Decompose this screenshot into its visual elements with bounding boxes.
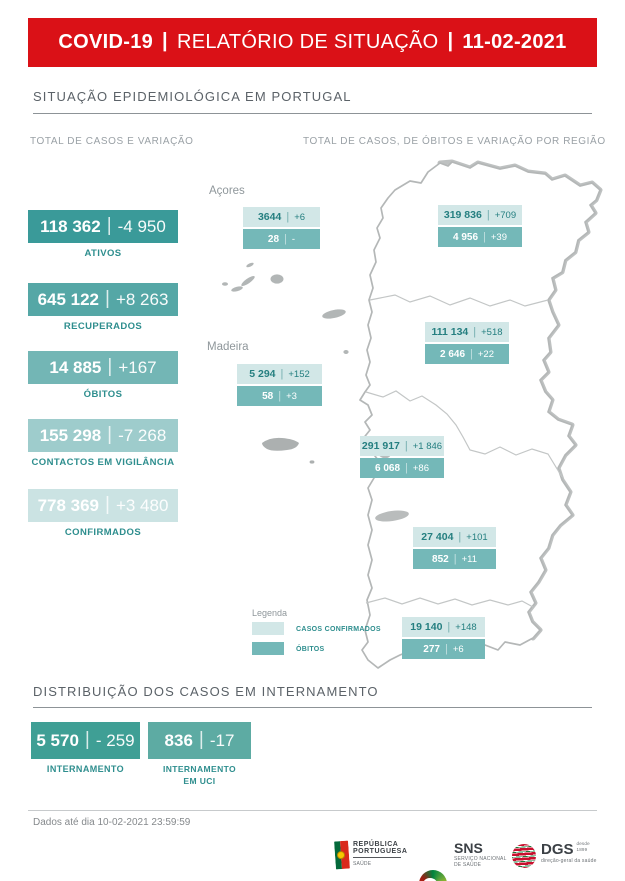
section-rule-2: [33, 707, 592, 708]
pipe-icon: |: [105, 287, 110, 309]
region-deaths-norte: [438, 227, 522, 247]
stat-box-obitos: [28, 351, 178, 384]
legend-swatch-deaths: [252, 642, 284, 655]
deaths-value: 6 068: [374, 462, 401, 474]
region-cases-algarve: [402, 617, 485, 637]
pipe-icon: |: [470, 348, 473, 360]
cases-variation: +518: [481, 326, 503, 338]
internamento-uci-variation: -17: [209, 730, 235, 750]
region-cases-centro: [425, 322, 509, 342]
deaths-value: 2 646: [439, 348, 466, 360]
deaths-value: 852: [432, 553, 449, 565]
pipe-icon: |: [404, 440, 408, 452]
ativos-value: 118 362: [40, 216, 101, 236]
stat-box-internamento-uci: [148, 722, 251, 759]
deaths-variation: +3: [286, 390, 297, 402]
region-deaths-acores: [243, 229, 320, 249]
deaths-value: 277: [423, 643, 440, 655]
dgs-since-line1: desde: [576, 841, 590, 846]
pipe-icon: |: [473, 326, 477, 338]
cases-variation: +1 846: [412, 440, 443, 452]
pipe-icon: |: [278, 390, 282, 402]
sns-logo: [454, 840, 507, 868]
banner-separator-2: |: [447, 30, 454, 52]
pipe-icon: |: [483, 231, 486, 243]
cases-value: 27 404: [421, 531, 454, 543]
pipe-icon: |: [105, 493, 110, 515]
cases-variation: +709: [494, 209, 517, 221]
section-title-hospital: DISTRIBUIÇÃO DOS CASOS EM INTERNAMENTO: [33, 684, 379, 699]
region-deaths-lvt: [360, 458, 444, 478]
recuperados-label: RECUPERADOS: [63, 321, 143, 332]
sns-logo-icon: [419, 870, 447, 881]
pipe-icon: |: [84, 728, 90, 750]
deaths-variation: +22: [477, 348, 494, 360]
confirmados-value: 778 369: [37, 495, 100, 515]
dgs-logo: [541, 841, 597, 864]
republica-underline: [353, 857, 401, 858]
cases-value: 19 140: [410, 621, 443, 633]
dgs-logo-icon: [512, 844, 536, 868]
ativos-label: ATIVOS: [84, 248, 122, 259]
pipe-icon: |: [405, 462, 408, 474]
region-name-acores: Açores: [209, 185, 245, 197]
confirmados-variation: +3 480: [115, 495, 169, 515]
dgs-title: DGS: [541, 841, 574, 858]
deaths-variation: -: [291, 233, 296, 245]
regions-heading: TOTAL DE CASOS, DE ÓBITOS E VARIAÇÃO POR REGIÃO: [303, 136, 606, 147]
report-banner: [28, 18, 597, 67]
pipe-icon: |: [447, 621, 451, 633]
pipe-icon: |: [107, 355, 113, 377]
obitos-value: 14 885: [49, 357, 102, 377]
footer-data-note: Dados até dia 10-02-2021 23:59:59: [33, 817, 191, 828]
republica-portuguesa-flag-icon: [334, 841, 350, 870]
cases-value: 5 294: [249, 368, 276, 380]
sns-sub-line2: DE SAÚDE: [454, 862, 482, 868]
pipe-icon: |: [107, 423, 113, 445]
cases-value: 291 917: [361, 440, 400, 452]
obitos-variation: +167: [118, 357, 157, 377]
deaths-variation: +11: [461, 553, 477, 565]
region-name-madeira: Madeira: [207, 341, 249, 353]
region-deaths-alentejo: [413, 549, 496, 569]
cases-variation: +101: [466, 531, 488, 543]
madeira-islands: [262, 438, 314, 464]
banner-app-title: COVID-19: [58, 31, 154, 53]
totals-heading: TOTAL DE CASOS E VARIAÇÃO: [30, 136, 194, 147]
dgs-sub: direção-geral da saúde: [541, 858, 597, 864]
pipe-icon: |: [286, 211, 290, 223]
cases-variation: +6: [294, 211, 306, 223]
internamento-uci-label-line2: EM UCI: [183, 776, 216, 786]
internamento-value: 5 570: [36, 730, 79, 750]
pipe-icon: |: [453, 553, 457, 565]
deaths-variation: +6: [452, 643, 464, 655]
banner-separator-1: |: [162, 30, 168, 52]
deaths-variation: +86: [412, 462, 429, 474]
ativos-variation: -4 950: [117, 216, 166, 236]
region-deaths-algarve: [402, 639, 485, 659]
stat-box-ativos: [28, 210, 178, 243]
cases-value: 319 836: [443, 209, 482, 221]
section-rule-1: [33, 113, 592, 114]
legend-title: Legenda: [252, 608, 288, 618]
stat-box-recuperados: [28, 283, 178, 316]
pipe-icon: |: [486, 209, 490, 221]
stat-box-confirmados: [28, 489, 178, 522]
cases-variation: +152: [288, 368, 310, 380]
obitos-label: ÓBITOS: [83, 389, 123, 400]
republica-line1: REPÚBLICA: [353, 841, 399, 848]
confirmados-label: CONFIRMADOS: [64, 527, 142, 538]
legend-label-cases: CASOS CONFIRMADOS: [296, 626, 381, 633]
stat-box-contactos: [28, 419, 178, 452]
contactos-value: 155 298: [39, 425, 102, 445]
pipe-icon: |: [444, 643, 448, 655]
region-cases-norte: [438, 205, 522, 225]
republica-portuguesa-logo: [353, 841, 413, 867]
region-deaths-centro: [425, 344, 509, 364]
recuperados-value: 645 122: [37, 289, 100, 309]
deaths-variation: +39: [490, 231, 507, 243]
republica-line2: PORTUGUESA: [353, 848, 408, 855]
legend-swatch-cases: [252, 622, 284, 635]
cases-value: 3644: [257, 211, 282, 223]
cases-variation: +148: [455, 621, 477, 633]
internamento-label: INTERNAMENTO: [46, 764, 125, 774]
deaths-value: 4 956: [452, 231, 479, 243]
banner-subtitle: RELATÓRIO DE SITUAÇÃO: [176, 31, 439, 53]
sns-title: SNS: [454, 840, 483, 856]
internamento-uci-value: 836: [164, 730, 193, 750]
region-cases-madeira: [237, 364, 322, 384]
region-deaths-madeira: [237, 386, 322, 406]
stat-box-internamento: [31, 722, 140, 759]
section-title-epidemiological: SITUAÇÃO EPIDEMIOLÓGICA EM PORTUGAL: [33, 89, 352, 104]
dgs-since-line2: 1899: [576, 847, 588, 852]
contactos-variation: -7 268: [118, 425, 167, 445]
cases-value: 111 134: [431, 326, 469, 338]
republica-sub: SAÚDE: [353, 861, 372, 867]
pipe-icon: |: [106, 214, 112, 236]
banner-date: 11-02-2021: [462, 31, 567, 53]
legend-label-deaths: ÓBITOS: [296, 646, 325, 653]
sns-sub-line1: SERVIÇO NACIONAL: [454, 856, 507, 862]
pipe-icon: |: [198, 728, 204, 750]
pipe-icon: |: [458, 531, 462, 543]
recuperados-variation: +8 263: [115, 289, 169, 309]
deaths-value: 28: [267, 233, 280, 245]
deaths-value: 58: [262, 390, 274, 402]
internamento-variation: - 259: [95, 730, 135, 750]
internamento-uci-label-line1: INTERNAMENTO: [162, 764, 237, 774]
pipe-icon: |: [280, 368, 284, 380]
region-cases-lvt: [360, 436, 444, 456]
region-cases-alentejo: [413, 527, 496, 547]
footer-rule: [28, 810, 597, 811]
region-cases-acores: [243, 207, 320, 227]
pipe-icon: |: [284, 233, 287, 245]
contactos-label: CONTACTOS EM VIGILÂNCIA: [31, 457, 175, 468]
